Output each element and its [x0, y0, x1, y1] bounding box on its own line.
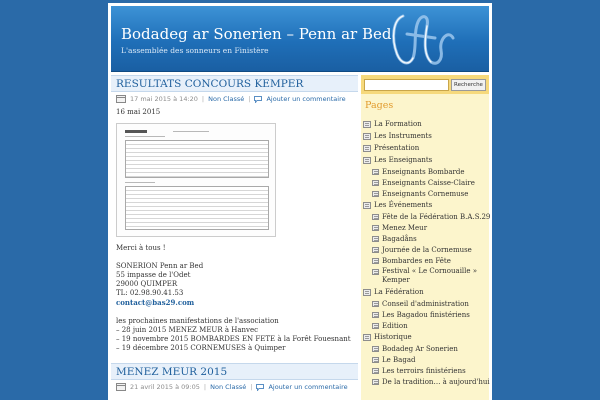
page-link-label: Journée de la Cornemuse	[382, 246, 472, 254]
page-link-bombardes-en-fete[interactable]	[363, 256, 488, 267]
page-icon	[372, 214, 379, 220]
spacer	[116, 308, 353, 317]
page-icon	[372, 247, 379, 253]
post-meta	[111, 92, 358, 106]
meta-separator: |	[201, 95, 205, 103]
page-link-de-la-tradition[interactable]	[363, 377, 488, 388]
page-link-label: Bombardes en Fête	[382, 257, 451, 265]
page-icon	[372, 323, 379, 329]
page-link-terroirs-finisteriens[interactable]	[363, 366, 488, 377]
add-comment-link[interactable]: Ajouter un commentaire	[266, 95, 346, 103]
comment-icon	[256, 384, 264, 391]
calendar-icon	[116, 95, 126, 103]
page-link-label: Enseignants Cornemuse	[382, 190, 469, 198]
page-icon	[372, 301, 379, 307]
address-line: 55 impasse de l'Odet	[116, 271, 191, 279]
page-link-label: Fête de la Fédération B.A.S.29	[382, 213, 491, 221]
sidebar	[361, 75, 489, 400]
page-link-enseignants-caisse-claire[interactable]	[363, 178, 488, 189]
pages-list	[363, 119, 491, 388]
page-link-label: Les Bagadou finistériens	[382, 311, 470, 319]
page-icon	[372, 258, 379, 264]
page-link-menez-meur[interactable]	[363, 223, 488, 234]
bas-logo-icon	[383, 8, 463, 72]
page-link-label: Les Enseignants	[374, 156, 433, 164]
category-link[interactable]: Non Classé	[210, 383, 247, 391]
comment-icon	[254, 96, 262, 103]
page-link-le-bagad[interactable]	[363, 355, 488, 366]
page-link-label: Les terroirs finistériens	[382, 367, 466, 375]
page-link-edition[interactable]	[363, 321, 488, 332]
manifestation-item: – 19 novembre 2015 BOMBARDES EN FETE à la Forêt Fouesnant	[116, 335, 351, 343]
meta-separator: |	[203, 383, 207, 391]
thanks-text: Merci à tous !	[116, 244, 166, 252]
page-icon	[372, 346, 379, 352]
page-icon	[372, 236, 379, 242]
post-date: 21 avril 2015 à 09:05	[130, 383, 200, 391]
page-link-historique[interactable]	[363, 332, 488, 344]
post-date-line: 16 mai 2015	[116, 108, 161, 116]
page-icon	[372, 368, 379, 374]
page-link-label: Bodadeg Ar Sonerien	[382, 345, 458, 353]
page-link-label: La Formation	[374, 120, 422, 128]
post-title[interactable]: MENEZ MEUR 2015	[111, 363, 358, 380]
address-line: 29000 QUIMPER	[116, 280, 178, 288]
page-link-label	[382, 267, 478, 285]
post-body	[111, 108, 358, 353]
page-icon	[363, 133, 371, 140]
page-icon	[372, 191, 379, 197]
page-link-label: Menez Meur	[382, 224, 428, 232]
site-title[interactable]: Bodadeg ar Sonerien – Penn ar Bed	[121, 25, 392, 43]
page-icon	[372, 269, 379, 275]
search-form	[361, 75, 489, 94]
page-link-conseil-administration[interactable]	[363, 299, 488, 310]
pages-heading: Pages	[365, 100, 394, 111]
page-icon	[372, 180, 379, 186]
post	[111, 363, 358, 394]
page-link-label: Bagadåns	[382, 235, 417, 243]
page-link-label-line: Festival « Le Cornouaille »	[382, 267, 478, 275]
page-icon	[372, 312, 379, 318]
spacer	[116, 253, 353, 262]
page-icon	[363, 157, 371, 164]
page-link-bagadans[interactable]	[363, 234, 488, 245]
page-link-label: Historique	[374, 333, 412, 341]
page-link-label: Présentation	[374, 144, 420, 152]
page-link-label: De la tradition… à aujourd'hui	[382, 378, 490, 386]
post-title[interactable]: RESULTATS CONCOURS KEMPER	[111, 75, 358, 92]
search-button[interactable]: Recherche	[451, 79, 486, 91]
page-icon	[372, 379, 379, 385]
page-link-presentation[interactable]	[363, 143, 488, 155]
post-date: 17 mai 2015 à 14:20	[130, 95, 198, 103]
site-tagline: L'assemblée des sonneurs en Finistère	[121, 46, 269, 55]
page-link-journee-cornemuse[interactable]	[363, 245, 488, 256]
page-link-festival-cornouaille[interactable]	[363, 267, 488, 287]
page-link-label: La Fédération	[374, 288, 424, 296]
page-link-label-line: Kemper	[382, 276, 410, 284]
page-link-la-federation[interactable]	[363, 287, 488, 299]
page-icon	[372, 225, 379, 231]
manifestations-intro: les prochaines manifestations de l'association	[116, 317, 279, 325]
page-icon	[363, 121, 371, 128]
meta-separator: |	[248, 95, 251, 103]
page-link-les-enseignants[interactable]	[363, 155, 488, 167]
page-link-label: Conseil d'administration	[382, 300, 469, 308]
page-link-la-formation[interactable]	[363, 119, 488, 131]
page-link-bodadeg-ar-sonerien[interactable]	[363, 344, 488, 355]
page-icon	[363, 289, 371, 296]
post-meta	[111, 380, 358, 394]
meta-separator: |	[250, 383, 253, 391]
page-icon	[363, 145, 371, 152]
page-link-enseignants-bombarde[interactable]	[363, 167, 488, 178]
page-icon	[372, 169, 379, 175]
page-icon	[363, 202, 371, 209]
address-line: SONERION Penn ar Bed	[116, 262, 204, 270]
page-link-label: Enseignants Bombarde	[382, 168, 465, 176]
page-icon	[363, 334, 371, 341]
main-content	[111, 75, 358, 400]
page-link-bagadou-finisteriens[interactable]	[363, 310, 488, 321]
manifestation-item: – 19 décembre 2015 CORNEMUSES à Quimper	[116, 344, 286, 352]
page-link-les-instruments[interactable]	[363, 131, 488, 143]
site-header	[111, 6, 489, 72]
page-link-label: Edition	[382, 322, 408, 330]
email-link[interactable]: contact@bas29.com	[116, 298, 195, 307]
page-container	[108, 3, 492, 400]
calendar-icon	[116, 383, 126, 391]
page-link-label: Les Instruments	[374, 132, 432, 140]
results-table-image[interactable]	[116, 123, 276, 237]
add-comment-link[interactable]: Ajouter un commentaire	[268, 383, 348, 391]
manifestation-item: – 28 juin 2015 MENEZ MEUR à Hanvec	[116, 326, 259, 334]
page-link-label: Enseignants Caisse-Claire	[382, 179, 475, 187]
page-link-fete-federation[interactable]	[363, 212, 491, 223]
post	[111, 75, 358, 353]
category-link[interactable]: Non Classé	[208, 95, 245, 103]
page-link-label: Les Événements	[374, 201, 433, 209]
page-link-enseignants-cornemuse[interactable]	[363, 189, 488, 200]
search-input[interactable]	[364, 79, 449, 91]
page-icon	[372, 357, 379, 363]
page-link-label: Le Bagad	[382, 356, 416, 364]
page-link-les-evenements[interactable]	[363, 200, 488, 212]
phone-line: TL: 02.98.90.41.53	[116, 289, 184, 297]
